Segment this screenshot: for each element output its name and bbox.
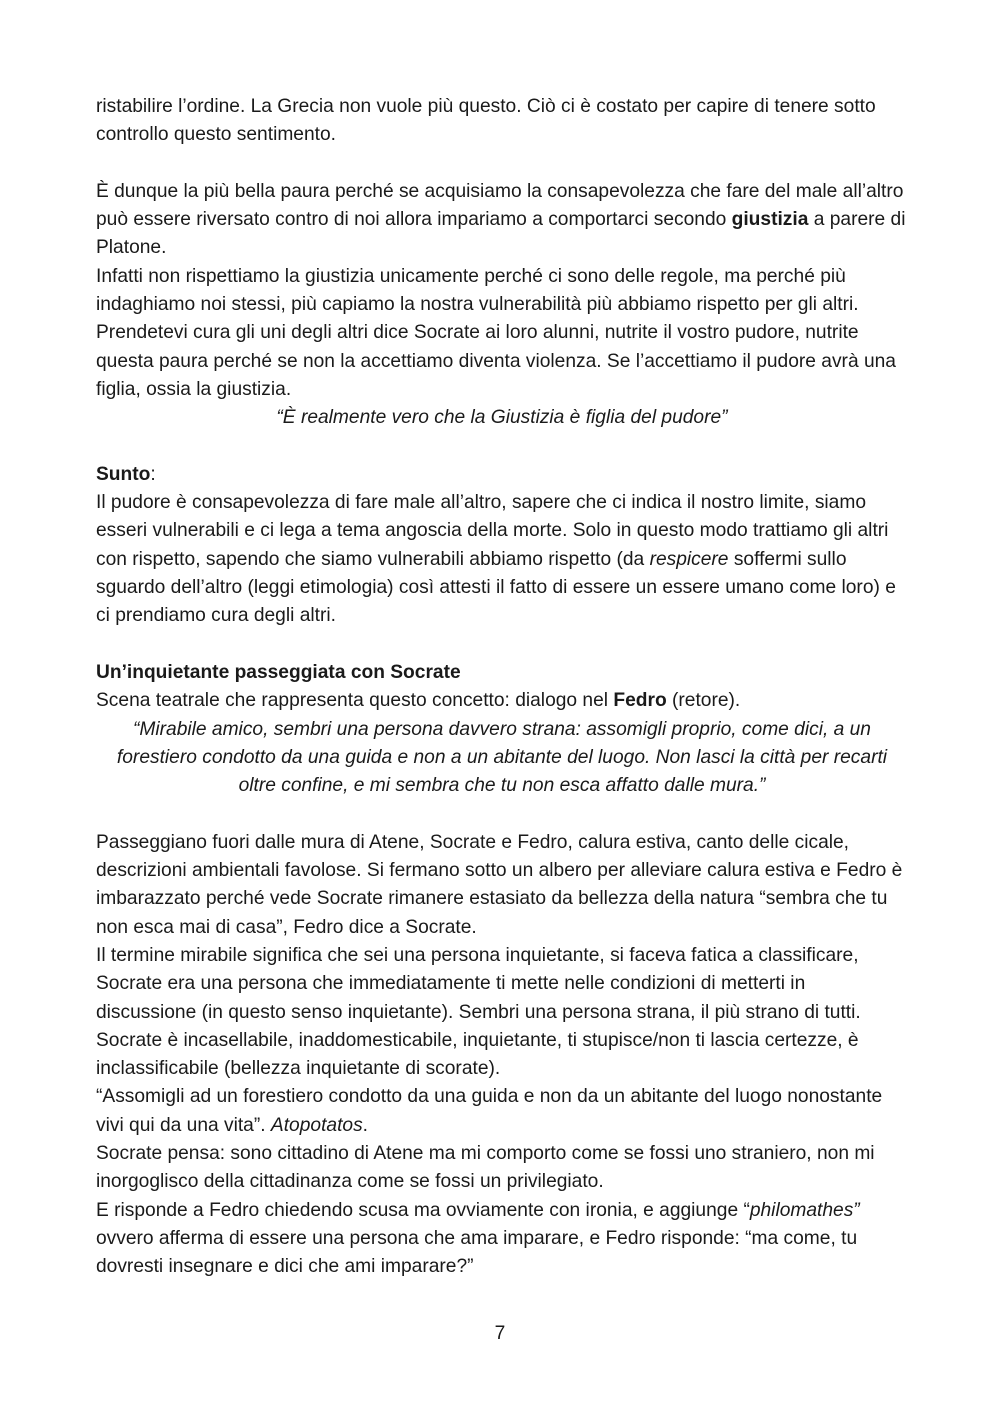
text-run: “Assomigli ad un forestiero condotto da una guida e non da un abitante del luogo nonostante vivi qui da una vita”.	[96, 1086, 883, 1136]
page-number: 7	[494, 1323, 506, 1344]
sunto-label: Sunto:	[96, 463, 156, 485]
text-run: a parere di Platone.	[96, 209, 906, 259]
paragraph-passeggiata: Passeggiano fuori dalle mura di Atene, Socrate e Fedro, calura estiva, canto delle cicale, descrizioni ambientali favolose. Si fermano sotto un albero per alleviare calura estiva e Fedro è imbarazzato perché vede Socrate rimanere estasiato da bellezza della natura “sembra che tu non esca mai di casa”, Fedro dice a Socrate.	[96, 831, 903, 938]
quote-mirabile-amico: “Mirabile amico, sembri una persona davvero strana: assomigli proprio, come dici, a un forestiero condotto da una guida e non a un abitante del luogo. Non lasci la città per recarti oltre confine, e mi sembra che tu non esca affatto dalle mura.”	[116, 718, 888, 797]
paragraph-forestiero	[96, 1083, 908, 1140]
paragraph-philomathes	[96, 1197, 908, 1282]
bold-term-giustizia: giustizia	[731, 209, 809, 231]
quote-giustizia-pudore: “È realmente vero che la Giustizia è figlia del pudore”	[276, 407, 728, 429]
text-run: soffermi sullo sguardo dell’altro (leggi etimologia) così attesti il fatto di essere un essere umano come loro) e ci prendiamo cura degli altri.	[96, 548, 896, 627]
text-run: .	[362, 1114, 369, 1136]
text-run: ovvero afferma di essere una persona che ama imparare, e Fedro risponde: “ma come, tu dovresti insegnare e dici che ami imparare?”	[96, 1227, 858, 1278]
section-heading: Un’inquietante passeggiata con Socrate	[96, 661, 461, 683]
text-run: Il pudore è consapevolezza di fare male all’altro, sapere che ci indica il nostro limite, siamo esseri vulnerabili e ci lega a tema angoscia della morte. Solo in questo modo trattiamo gli altri con rispetto, sapendo che siamo vulnerabili abbiamo rispetto (da	[96, 492, 889, 570]
paragraph-cittadino: Socrate pensa: sono cittadino di Atene ma mi comporto come se fossi uno straniero, non mi inorgoglisco della cittadinanza come se fossi un privilegiato.	[96, 1142, 875, 1193]
text-run: È dunque la più bella paura perché se acquisiamo la consapevolezza che fare del male all’altro può essere riversato contro di noi allora impariamo a comportarci secondo	[96, 180, 904, 231]
paragraph-intro: ristabilire l’ordine. La Grecia non vuole più questo. Ciò ci è costato per capire di tenere sotto controllo questo sentimento.	[96, 96, 876, 146]
text-run: Scena teatrale che rappresenta questo concetto: dialogo nel	[96, 690, 614, 712]
italic-term-atopotatos: Atopotatos	[270, 1114, 363, 1136]
text-run: (retore).	[666, 690, 741, 712]
document-body	[96, 93, 908, 1281]
paragraph-mirabile: Il termine mirabile significa che sei una persona inquietante, si faceva fatica a classificare, Socrate era una persona che immediatamente ti mette nelle condizioni di metterti in discussione (in questo senso inquietante). Sembri una persona strana, il più strano di tutti. Socrate è incasellabile, inaddomesticabile, inquietante, ti stupisce/non ti lascia certezze, è inclassificabile (bellezza inquietante di scorate).	[96, 944, 861, 1080]
paragraph-rispetto: Infatti non rispettiamo la giustizia unicamente perché ci sono delle regole, ma perché più indaghiamo noi stessi, più capiamo la nostra vulnerabilità più abbiamo rispetto per gli altri.	[96, 265, 859, 316]
italic-term-philomathes: philomathes”	[749, 1199, 860, 1221]
paragraph-giustizia	[96, 178, 908, 263]
paragraph-scena	[96, 687, 908, 715]
italic-term-respicere: respicere	[649, 548, 729, 570]
paragraph-prendetevi-cura: Prendetevi cura gli uni degli altri dice Socrate ai loro alunni, nutrite il vostro pudore, nutrite questa paura perché se non la accettiamo diventa violenza. Se l’accettiamo il pudore avrà una figlia, ossia la giustizia.	[96, 322, 896, 400]
paragraph-sunto	[96, 489, 908, 630]
text-run: E risponde a Fedro chiedendo scusa ma ovviamente con ironia, e aggiunge “	[96, 1199, 750, 1221]
bold-term-fedro: Fedro	[613, 690, 667, 712]
